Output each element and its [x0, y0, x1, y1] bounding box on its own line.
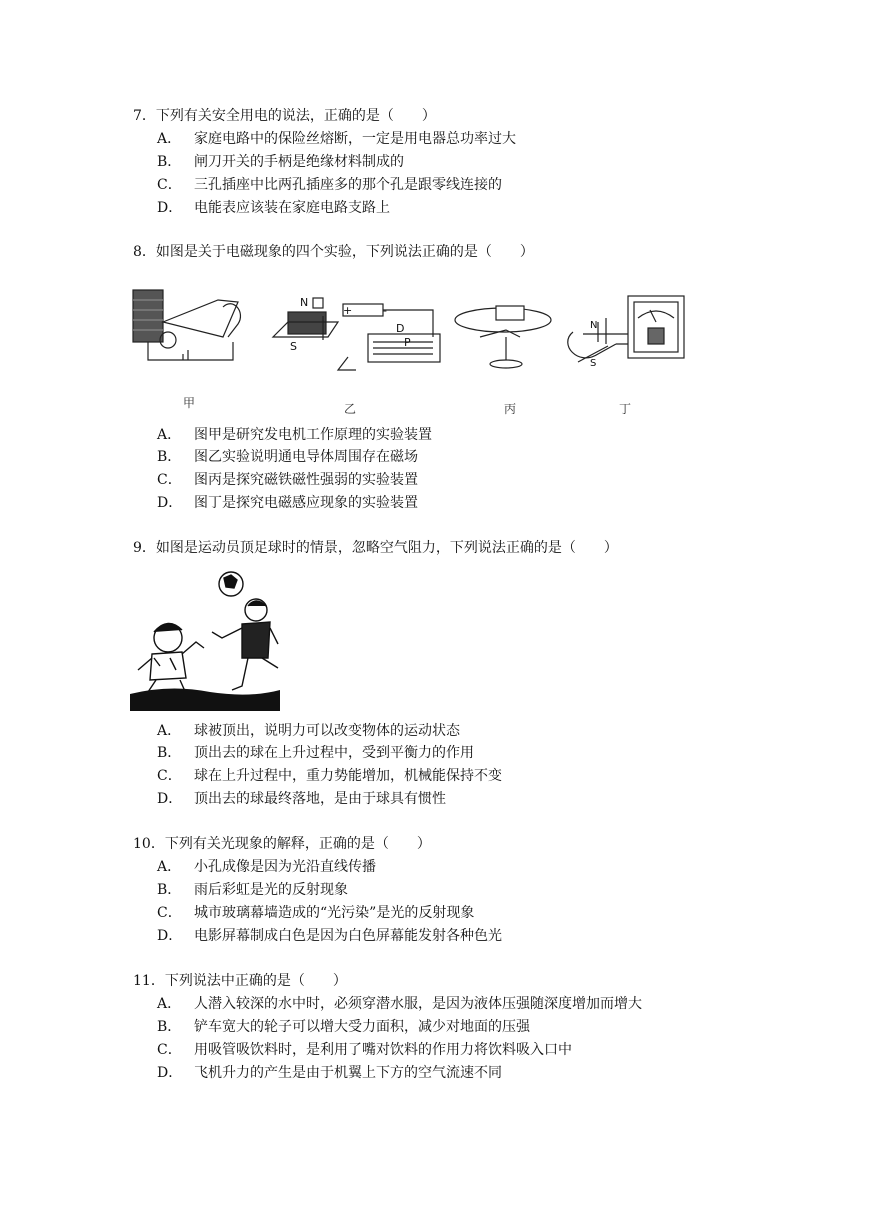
- heading-soccer-ball-figure: [130, 566, 280, 711]
- question-8-option-d[interactable]: [157, 492, 418, 514]
- question-9-option-b[interactable]: [157, 742, 474, 764]
- question-11-option-a[interactable]: [157, 993, 642, 1015]
- question-11-option-b[interactable]: [157, 1016, 530, 1038]
- figure-caption-yi: 乙: [344, 402, 357, 416]
- option-label: B．: [157, 745, 182, 761]
- option-label: B．: [157, 154, 182, 170]
- option-text: 人潜入较深的水中时，必须穿潜水服，是因为液体压强随深度增加而增大: [194, 996, 642, 1012]
- figure-caption-ding: 丁: [619, 402, 632, 416]
- option-text: 顶出去的球在上升过程中，受到平衡力的作用: [194, 745, 474, 761]
- option-text: 小孔成像是因为光沿直线传播: [194, 859, 376, 875]
- question-11-option-c[interactable]: [157, 1039, 572, 1061]
- soccer-players-drawing: [130, 566, 280, 711]
- question-10-option-a[interactable]: [157, 856, 376, 878]
- label-plus: +: [343, 304, 353, 317]
- option-label: C．: [157, 905, 182, 921]
- option-label: C．: [157, 472, 182, 488]
- question-11-option-d[interactable]: [157, 1062, 502, 1084]
- question-11-stem: 11．下列说法中正确的是（ ）: [133, 973, 347, 989]
- question-9-stem: 9．如图是运动员顶足球时的情景，忽略空气阻力，下列说法正确的是（ ）: [133, 540, 618, 556]
- option-text: 图丁是探究电磁感应现象的实验装置: [194, 495, 418, 511]
- option-text: 图甲是研究发电机工作原理的实验装置: [194, 427, 432, 443]
- question-9-option-d[interactable]: [157, 788, 446, 810]
- question-8-option-c[interactable]: [157, 469, 418, 491]
- option-text: 球在上升过程中，重力势能增加，机械能保持不变: [194, 768, 502, 784]
- option-label: A．: [157, 427, 182, 443]
- question-9-option-a[interactable]: [157, 720, 460, 742]
- option-text: 图乙实验说明通电导体周围存在磁场: [194, 449, 418, 465]
- question-7-stem: 7．下列有关安全用电的说法，正确的是（ ）: [133, 108, 436, 124]
- option-text: 飞机升力的产生是由于机翼上下方的空气流速不同: [194, 1065, 502, 1081]
- option-text: 铲车宽大的轮子可以增大受力面积，减少对地面的压强: [194, 1019, 530, 1035]
- option-text: 用吸管吸饮料时，是利用了嘴对饮料的作用力将饮料吸入口中: [194, 1042, 572, 1058]
- question-10-option-b[interactable]: [157, 879, 348, 901]
- label-s-ding: S: [590, 358, 597, 369]
- question-7-option-d[interactable]: [157, 197, 390, 219]
- figure-jia-apparatus: [133, 290, 240, 360]
- label-d: D: [396, 322, 405, 335]
- question-8-stem: 8．如图是关于电磁现象的四个实验，下列说法正确的是（ ）: [133, 244, 534, 260]
- option-text: 三孔插座中比两孔插座多的那个孔是跟零线连接的: [194, 177, 502, 193]
- label-n: N: [300, 296, 309, 309]
- figure-ding-apparatus: [568, 296, 684, 362]
- option-label: A．: [157, 859, 182, 875]
- option-label: C．: [157, 768, 182, 784]
- option-label: D．: [157, 791, 183, 807]
- option-label: D．: [157, 200, 183, 216]
- option-label: A．: [157, 723, 182, 739]
- figure-bing-apparatus: [455, 306, 551, 368]
- option-label: D．: [157, 1065, 183, 1081]
- option-label: D．: [157, 495, 183, 511]
- option-label: B．: [157, 882, 182, 898]
- question-9-option-c[interactable]: [157, 765, 502, 787]
- question-7-option-c[interactable]: [157, 174, 502, 196]
- option-label: B．: [157, 449, 182, 465]
- option-text: 电能表应该装在家庭电路支路上: [194, 200, 390, 216]
- option-text: 闸刀开关的手柄是绝缘材料制成的: [194, 154, 404, 170]
- question-8-option-a[interactable]: [157, 424, 432, 446]
- option-text: 城市玻璃幕墙造成的“光污染”是光的反射现象: [194, 905, 475, 921]
- question-10-option-d[interactable]: [157, 925, 502, 947]
- option-text: 球被顶出，说明力可以改变物体的运动状态: [194, 723, 460, 739]
- option-label: D．: [157, 928, 183, 944]
- figure-caption-jia: 甲: [183, 396, 196, 410]
- figure-yi-apparatus: [273, 298, 440, 370]
- option-text: 电影屏幕制成白色是因为白色屏幕能发射各种色光: [194, 928, 502, 944]
- option-text: 图丙是探究磁铁磁性强弱的实验装置: [194, 472, 418, 488]
- electromagnetism-experiments-figure: [128, 282, 694, 382]
- question-7-option-b[interactable]: [157, 151, 404, 173]
- question-8-option-b[interactable]: [157, 446, 418, 468]
- question-10-option-c[interactable]: [157, 902, 474, 924]
- option-text: 顶出去的球最终落地，是由于球具有惯性: [194, 791, 446, 807]
- experiments-drawing: [128, 282, 694, 382]
- label-minus: -: [383, 304, 387, 317]
- question-10-stem: 10．下列有关光现象的解释，正确的是（ ）: [133, 836, 431, 852]
- option-label: A．: [157, 131, 182, 147]
- label-n-ding: N: [590, 320, 598, 331]
- option-text: 家庭电路中的保险丝熔断，一定是用电器总功率过大: [194, 131, 516, 147]
- option-label: C．: [157, 177, 182, 193]
- label-s: S: [290, 340, 297, 353]
- label-p: P: [404, 336, 411, 349]
- option-label: A．: [157, 996, 182, 1012]
- option-text: 雨后彩虹是光的反射现象: [194, 882, 348, 898]
- option-label: C．: [157, 1042, 182, 1058]
- figure-caption-bing: 丙: [504, 402, 517, 416]
- question-7-option-a[interactable]: [157, 128, 516, 150]
- option-label: B．: [157, 1019, 182, 1035]
